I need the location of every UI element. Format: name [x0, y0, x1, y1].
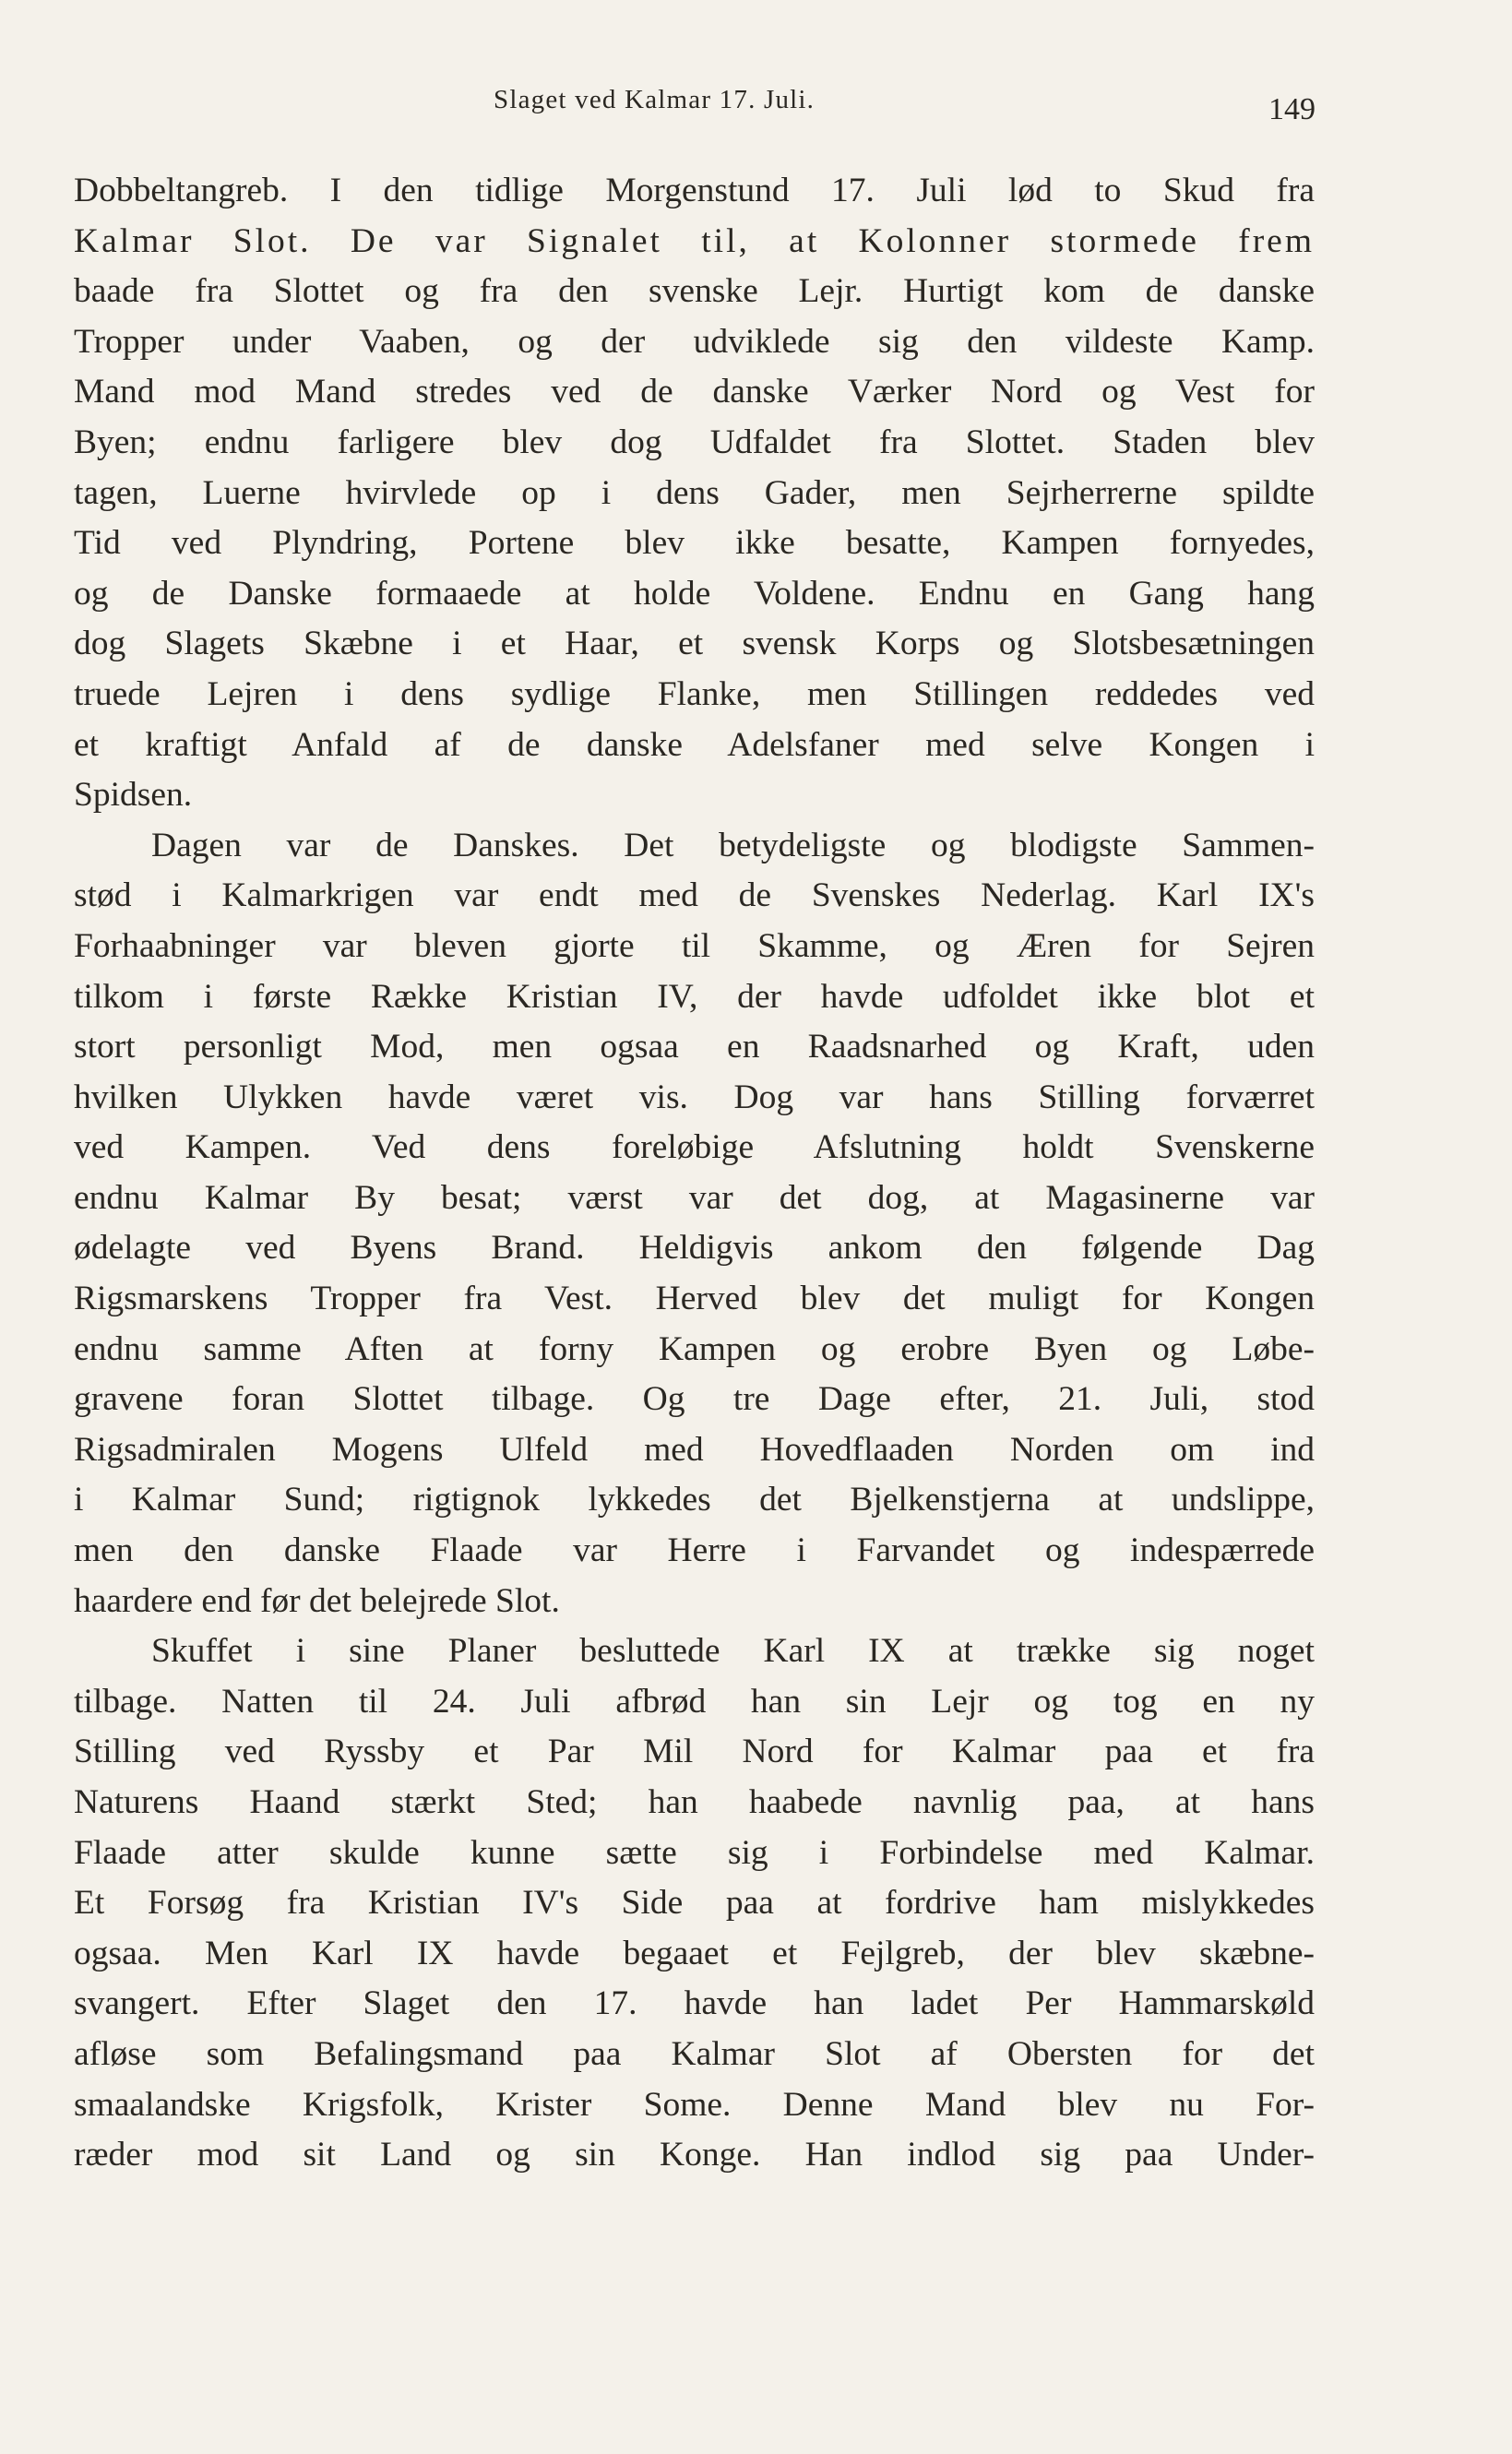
text-line: tilbage. Natten til 24. Juli afbrød han sin Lejr og tog en ny	[74, 1682, 1315, 1721]
text-line: Rigsadmiralen Mogens Ulfeld med Hovedflaaden Norden om ind	[74, 1430, 1315, 1469]
text-line: Tid ved Plyndring, Portene blev ikke besatte, Kampen fornyedes,	[74, 524, 1315, 563]
text-line: Tropper under Vaaben, og der udviklede sig den vildeste Kamp.	[74, 322, 1315, 361]
text-line: Kalmar Slot. De var Signalet til, at Kolonner stormede frem	[74, 221, 1315, 260]
text-line: truede Lejren i dens sydlige Flanke, men Stillingen reddedes ved	[74, 674, 1315, 713]
text-line: baade fra Slottet og fra den svenske Lejr. Hurtigt kom de danske	[74, 272, 1315, 311]
text-line: hvilken Ulykken havde været vis. Dog var hans Stilling forværret	[74, 1078, 1315, 1116]
text-line: Stilling ved Ryssby et Par Mil Nord for Kalmar paa et fra	[74, 1733, 1315, 1771]
text-line: Naturens Haand stærkt Sted; han haabede navnlig paa, at hans	[74, 1783, 1315, 1821]
text-line: tagen, Luerne hvirvlede op i dens Gader, men Sejrherrerne spildte	[74, 473, 1315, 512]
running-title: Slaget ved Kalmar 17. Juli.	[494, 85, 816, 114]
text-line: stød i Kalmarkrigen var endt med de Svenskes Nederlag. Karl IX's	[74, 876, 1315, 915]
text-line: Mand mod Mand stredes ved de danske Værker Nord og Vest for	[74, 373, 1315, 411]
page-number: 149	[1268, 92, 1316, 126]
text-line: haardere end før det belejrede Slot.	[74, 1581, 560, 1620]
text-line: Rigsmarskens Tropper fra Vest. Herved blev det muligt for Kongen	[74, 1280, 1315, 1318]
text-line: Dagen var de Danskes. Det betydeligste og blodigste Sammen-	[151, 826, 1315, 864]
text-line: Flaade atter skulde kunne sætte sig i Forbindelse med Kalmar.	[74, 1833, 1315, 1872]
text-line: smaalandske Krigsfolk, Krister Some. Denne Mand blev nu For-	[74, 2085, 1315, 2124]
text-line: Skuffet i sine Planer besluttede Karl IX at trække sig noget	[151, 1632, 1315, 1671]
text-line: tilkom i første Række Kristian IV, der havde udfoldet ikke blot et	[74, 977, 1315, 1016]
text-line: svangert. Efter Slaget den 17. havde han ladet Per Hammarskøld	[74, 1984, 1315, 2023]
text-line: Et Forsøg fra Kristian IV's Side paa at fordrive ham mislykkedes	[74, 1884, 1315, 1923]
text-line: ødelagte ved Byens Brand. Heldigvis ankom den følgende Dag	[74, 1229, 1315, 1268]
text-line: i Kalmar Sund; rigtignok lykkedes det Bjelkenstjerna at undslippe,	[74, 1481, 1315, 1519]
text-line: Spidsen.	[74, 776, 193, 815]
text-line: Forhaabninger var bleven gjorte til Skamme, og Æren for Sejren	[74, 926, 1315, 965]
text-line: endnu samme Aften at forny Kampen og erobre Byen og Løbe-	[74, 1329, 1315, 1368]
text-line: dog Slagets Skæbne i et Haar, et svensk Korps og Slotsbesætningen	[74, 625, 1315, 663]
body-text	[74, 166, 1315, 2181]
text-line: ræder mod sit Land og sin Konge. Han indlod sig paa Under-	[74, 2136, 1315, 2174]
running-head	[0, 85, 1512, 125]
text-line: men den danske Flaade var Herre i Farvandet og indespærrede	[74, 1531, 1315, 1570]
text-line: Byen; endnu farligere blev dog Udfaldet fra Slottet. Staden blev	[74, 423, 1315, 461]
text-line: gravene foran Slottet tilbage. Og tre Dage efter, 21. Juli, stod	[74, 1380, 1315, 1419]
text-line: Dobbeltangreb. I den tidlige Morgenstund 17. Juli lød to Skud fra	[74, 172, 1315, 209]
text-line: stort personligt Mod, men ogsaa en Raadsnarhed og Kraft, uden	[74, 1028, 1315, 1066]
text-line: ogsaa. Men Karl IX havde begaaet et Fejlgreb, der blev skæbne-	[74, 1934, 1315, 1972]
text-line: og de Danske formaaede at holde Voldene. Endnu en Gang hang	[74, 574, 1315, 613]
text-line: afløse som Befalingsmand paa Kalmar Slot af Obersten for det	[74, 2034, 1315, 2073]
text-line: ved Kampen. Ved dens foreløbige Afslutning holdt Svenskerne	[74, 1128, 1315, 1167]
text-line: et kraftigt Anfald af de danske Adelsfaner med selve Kongen i	[74, 725, 1315, 764]
text-line: endnu Kalmar By besat; værst var det dog, at Magasinerne var	[74, 1178, 1315, 1217]
